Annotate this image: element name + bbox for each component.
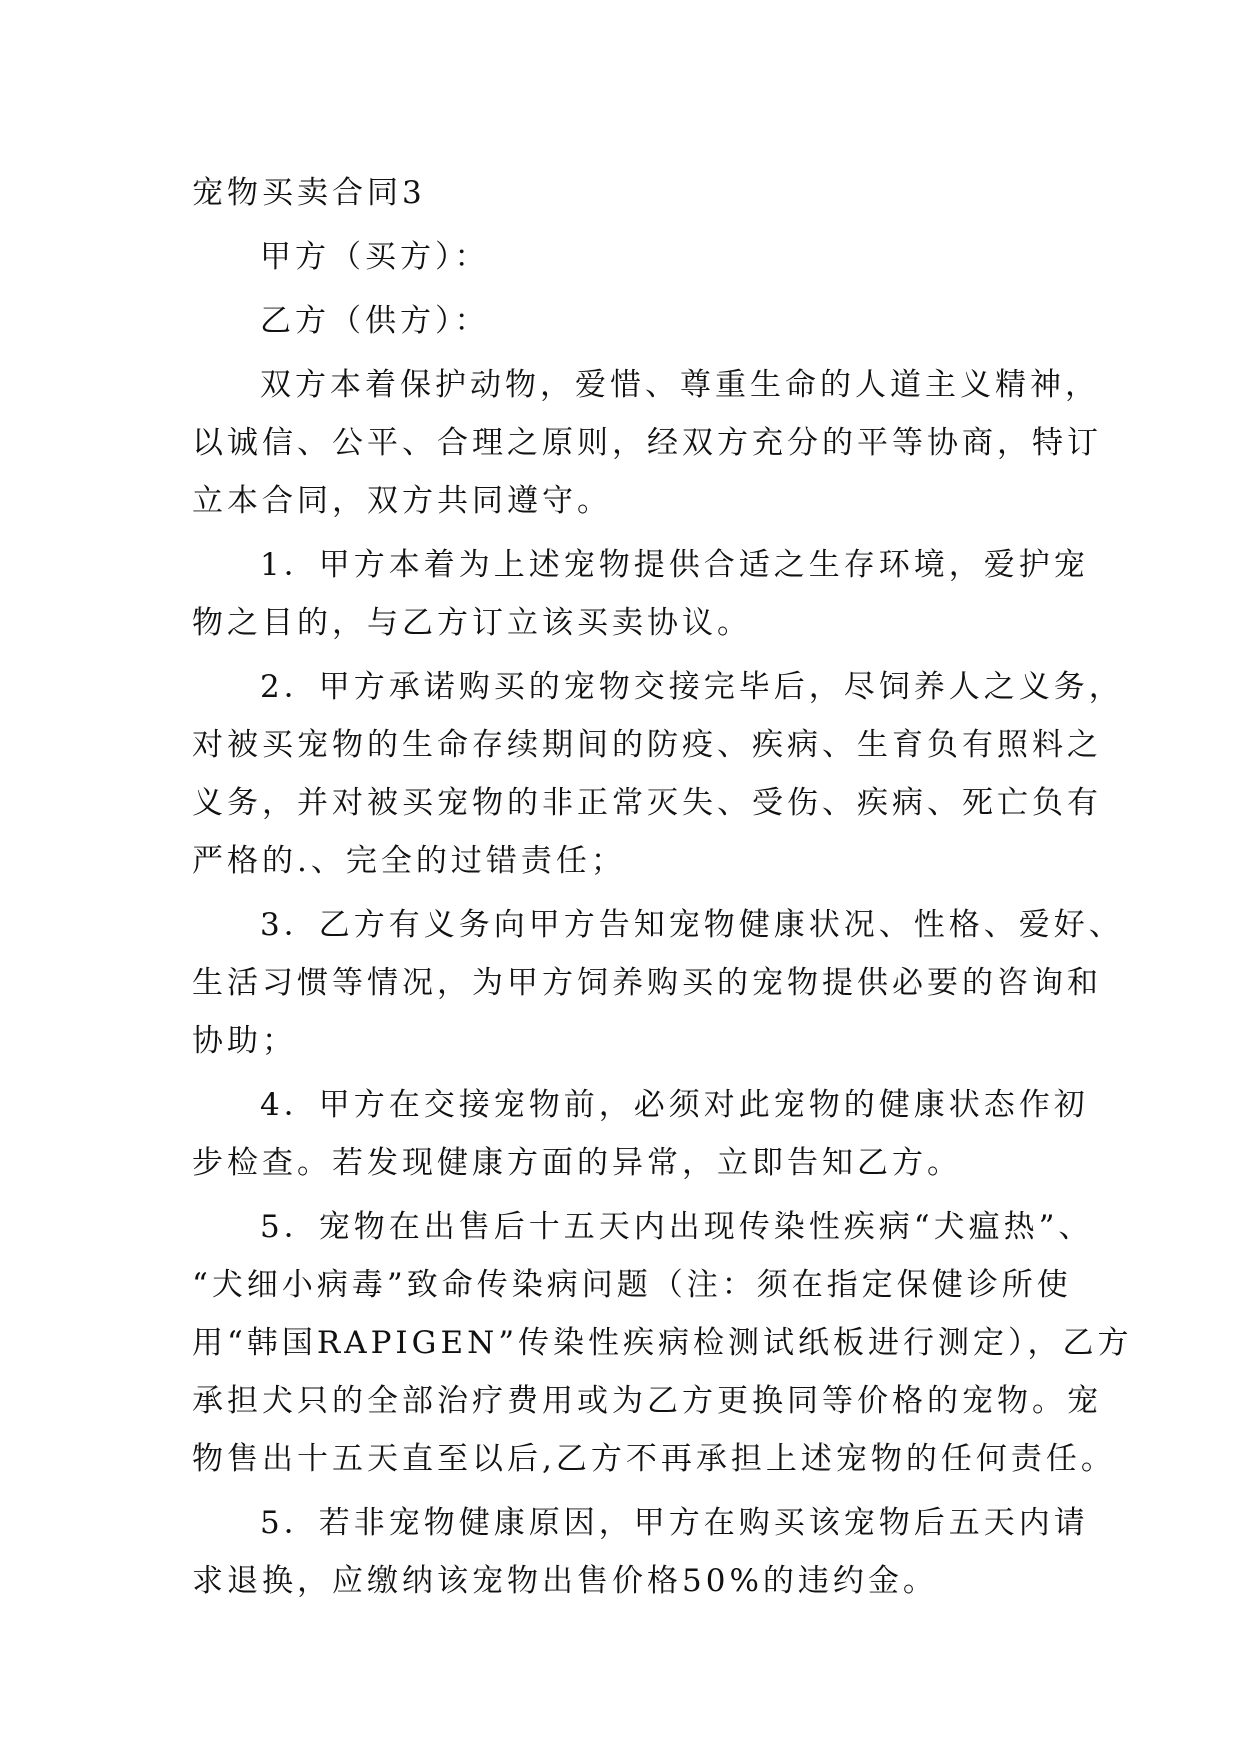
clause-5a-paragraph [192, 1198, 1133, 1488]
clause-line: “犬细小病毒”致命传染病问题（注：须在指定保健诊所使 [192, 1267, 1072, 1303]
clause-line: 严格的.、完全的过错责任； [192, 843, 626, 879]
clause-line: 步检查。若发现健康方面的异常，立即告知乙方。 [192, 1145, 962, 1181]
party-b-line: 乙方（供方）： [260, 303, 490, 339]
clause-line: 3．乙方有义务向甲方告知宠物健康状况、性格、爱好、 [260, 907, 1124, 943]
clause-line: 物之目的，与乙方订立该买卖协议。 [192, 605, 752, 641]
clause-line: 5．若非宠物健康原因，甲方在购买该宠物后五天内请 [260, 1505, 1089, 1541]
clause-3-paragraph [192, 896, 1124, 1070]
preamble-line: 双方本着保护动物，爱惜、尊重生命的人道主义精神， [260, 367, 1100, 403]
clause-line: 物售出十五天直至以后,乙方不再承担上述宠物的任何责任。 [192, 1441, 1116, 1477]
clause-line: 求退换，应缴纳该宠物出售价格50%的违约金。 [192, 1563, 938, 1599]
clause-line: 协助； [192, 1023, 297, 1059]
clause-line: 义务，并对被买宠物的非正常灭失、受伤、疾病、死亡负有 [192, 785, 1102, 821]
clause-2-paragraph [192, 658, 1124, 890]
clause-4-paragraph [192, 1076, 1089, 1192]
clause-line: 1．甲方本着为上述宠物提供合适之生存环境，爱护宠 [260, 547, 1089, 583]
document-body [192, 164, 1133, 1610]
clause-line: 对被买宠物的生命存续期间的防疫、疾病、生育负有照料之 [192, 727, 1102, 763]
preamble-line: 立本合同，双方共同遵守。 [192, 483, 612, 519]
clause-1-paragraph [192, 536, 1089, 652]
preamble-line: 以诚信、公平、合理之原则，经双方充分的平等协商，特订 [192, 425, 1102, 461]
document-title: 宠物买卖合同3 [192, 175, 426, 211]
clause-5b-paragraph [192, 1494, 1089, 1610]
clause-line: 4．甲方在交接宠物前，必须对此宠物的健康状态作初 [260, 1087, 1089, 1123]
clause-line: 5．宠物在出售后十五天内出现传染性疾病“犬瘟热”、 [260, 1209, 1094, 1245]
party-a-line: 甲方（买方）： [260, 239, 490, 275]
clause-line: 生活习惯等情况，为甲方饲养购买的宠物提供必要的咨询和 [192, 965, 1102, 1001]
clause-line: 承担犬只的全部治疗费用或为乙方更换同等价格的宠物。宠 [192, 1383, 1102, 1419]
clause-line: 2．甲方承诺购买的宠物交接完毕后，尽饲养人之义务， [260, 669, 1124, 705]
clause-line: 用“韩国RAPIGEN”传染性疾病检测试纸板进行测定），乙方 [192, 1325, 1133, 1361]
preamble-paragraph [192, 356, 1102, 530]
